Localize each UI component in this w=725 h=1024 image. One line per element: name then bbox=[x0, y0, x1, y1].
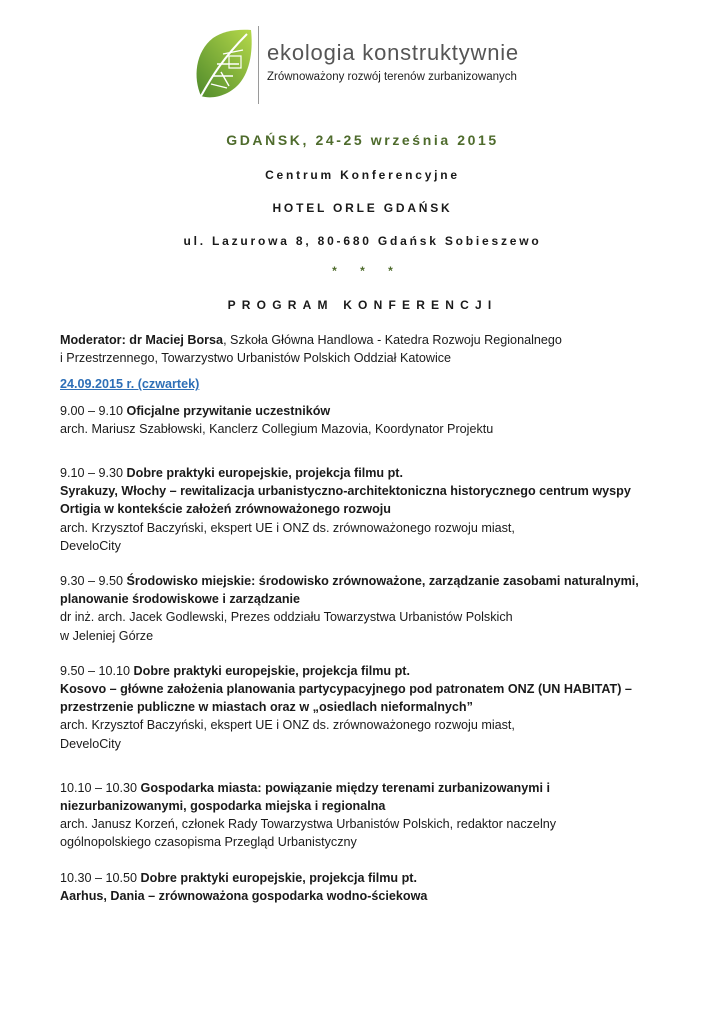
item-title: planowanie środowiskowe i zarządzanie bbox=[60, 592, 301, 607]
venue-line-2: HOTEL ORLE GDAŃSK bbox=[272, 201, 453, 215]
item-title: Oficjalne przywitanie uczestników bbox=[126, 403, 331, 418]
venue-line-1: Centrum Konferencyjne bbox=[265, 168, 460, 182]
item-subtitle: Syrakuzy, Włochy – rewitalizacja urbanistyczno-architektoniczna historycznego centrum wyspy bbox=[60, 484, 631, 499]
item-speaker: DeveloCity bbox=[60, 538, 121, 553]
item-time: 9.10 – 9.30 bbox=[60, 466, 127, 481]
day-label[interactable]: 24.09.2015 r. (czwartek) bbox=[60, 377, 200, 392]
item-title: Dobre praktyki europejskie, projekcja filmu pt. bbox=[126, 466, 403, 481]
brand-name: ekologia konstruktywnie bbox=[267, 40, 519, 65]
moderator-info bbox=[60, 331, 660, 367]
agenda-item bbox=[60, 779, 660, 852]
event-city-date: GDAŃSK, 24-25 września 2015 bbox=[226, 132, 499, 148]
separator-stars: * * * bbox=[332, 264, 393, 278]
moderator-affiliation-1: , Szkoła Główna Handlowa - Katedra Rozwoju Regionalnego bbox=[223, 333, 562, 347]
leaf-logo-icon bbox=[193, 28, 255, 100]
item-title: Środowisko miejskie: środowisko zrównoważone, zarządzanie zasobami naturalnymi, bbox=[126, 574, 639, 589]
item-speaker: arch. Janusz Korzeń, członek Rady Towarzystwa Urbanistów Polskich, redaktor naczelny bbox=[60, 817, 557, 832]
item-time: 9.00 – 9.10 bbox=[60, 403, 127, 418]
item-time: 10.10 – 10.30 bbox=[60, 780, 141, 795]
item-subtitle: Kosovo – główne założenia planowania partycypacyjnego pod patronatem ONZ (UN HABITAT) – bbox=[60, 682, 632, 697]
item-speaker: dr inż. arch. Jacek Godlewski, Prezes oddziału Towarzystwa Urbanistów Polskich bbox=[60, 610, 513, 625]
agenda-item bbox=[60, 572, 660, 645]
program-content bbox=[60, 331, 660, 922]
item-title: Gospodarka miasta: powiązanie między terenami zurbanizowanymi i bbox=[140, 780, 550, 795]
item-time: 9.30 – 9.50 bbox=[60, 574, 127, 589]
item-speaker: arch. Mariusz Szabłowski, Kanclerz Collegium Mazovia, Koordynator Projektu bbox=[60, 421, 494, 436]
brand-tagline: Zrównoważony rozwój terenów zurbanizowanych bbox=[267, 71, 517, 83]
agenda-item bbox=[60, 662, 660, 753]
moderator-affiliation-2: i Przestrzennego, Towarzystwo Urbanistów Polskich Oddział Katowice bbox=[60, 351, 452, 366]
item-title: Dobre praktyki europejskie, projekcja filmu pt. bbox=[133, 663, 410, 678]
header-divider bbox=[258, 26, 259, 104]
item-title: Dobre praktyki europejskie, projekcja filmu pt. bbox=[140, 870, 417, 885]
agenda-item bbox=[60, 869, 660, 905]
item-speaker: w Jeleniej Górze bbox=[60, 628, 154, 643]
agenda-item bbox=[60, 464, 660, 555]
item-speaker: arch. Krzysztof Baczyński, ekspert UE i ONZ ds. zrównoważonego rozwoju miast, bbox=[60, 718, 515, 733]
item-time: 10.30 – 10.50 bbox=[60, 870, 141, 885]
header bbox=[193, 26, 553, 106]
moderator-label: Moderator: dr Maciej Borsa bbox=[60, 333, 224, 347]
item-subtitle: Ortigia w kontekście założeń zrównoważonego rozwoju bbox=[60, 502, 391, 517]
item-subtitle: przestrzenie publiczne w miastach oraz w „osiedlach nieformalnych” bbox=[60, 700, 473, 715]
item-speaker: DeveloCity bbox=[60, 736, 121, 751]
program-title: PROGRAM KONFERENCJI bbox=[227, 298, 498, 312]
item-speaker: ogólnopolskiego czasopisma Przegląd Urbanistyczny bbox=[60, 835, 357, 850]
venue-address: ul. Lazurowa 8, 80-680 Gdańsk Sobieszewo bbox=[183, 234, 542, 248]
item-title: niezurbanizowanymi, gospodarka miejska i regionalna bbox=[60, 799, 386, 814]
item-subtitle: Aarhus, Dania – zrównoważona gospodarka wodno-ściekowa bbox=[60, 888, 428, 903]
item-speaker: arch. Krzysztof Baczyński, ekspert UE i ONZ ds. zrównoważonego rozwoju miast, bbox=[60, 520, 515, 535]
item-time: 9.50 – 10.10 bbox=[60, 663, 134, 678]
agenda-item bbox=[60, 402, 660, 438]
